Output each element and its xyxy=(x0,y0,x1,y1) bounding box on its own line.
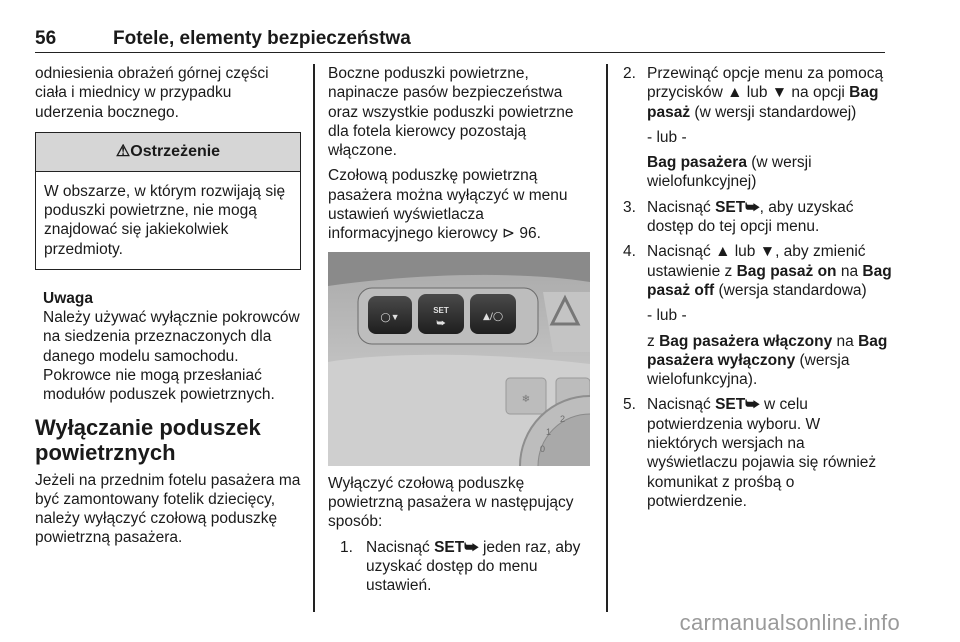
step-text: (w wersji wielofunkcyjnej) xyxy=(647,154,812,191)
list-item xyxy=(623,395,893,511)
or-separator: - lub - xyxy=(647,128,687,146)
list-item xyxy=(340,538,590,596)
list-item xyxy=(623,198,893,237)
step-text: Nacisnąć xyxy=(647,243,711,261)
svg-text:❄: ❄ xyxy=(521,393,531,405)
page-ref[interactable]: 96. xyxy=(519,225,541,243)
step-text: (wersja standardowa) xyxy=(718,281,867,299)
page-ref-icon: ⊳ xyxy=(502,225,516,243)
warning-body: W obszarze, w którym rozwijają się poduszki powietrzne, nie mogą znajdować się jakiekolwiek przedmioty. xyxy=(44,182,286,258)
set-return-icon: ⮩ xyxy=(464,538,479,556)
step-text: , aby zmienić ustawienie z xyxy=(647,243,866,280)
step-text: na xyxy=(836,332,854,350)
svg-text:2: 2 xyxy=(560,413,566,424)
svg-text:▲/◯: ▲/◯ xyxy=(482,311,504,322)
column-divider-2 xyxy=(606,64,608,612)
paragraph-side-airbags: Boczne poduszki powietrzne, napinacze pasów bezpieczeństwa oraz wszystkie poduszki powietrzne dla fotela kierowcy pozostają włączone. xyxy=(328,65,574,160)
page-header xyxy=(35,28,885,53)
dashboard-photo xyxy=(328,252,590,466)
option-label: Bag pasaż on xyxy=(736,262,837,280)
step-number: 5. xyxy=(623,396,636,414)
set-return-icon: ⮩ xyxy=(745,396,760,414)
step-text: lub xyxy=(746,84,768,102)
intro-paragraph: odniesienia obrażeń górnej części ciała i miednicy w przypadku uderzenia bocznego. xyxy=(35,65,269,121)
set-label: SET xyxy=(715,396,746,414)
watermark: carmanualsonline.info xyxy=(679,610,900,635)
steps-list-continued xyxy=(623,64,893,511)
step-text: na xyxy=(840,262,859,280)
svg-text:⮩: ⮩ xyxy=(436,317,446,329)
column-2 xyxy=(328,64,590,595)
step-text: Przewinąć opcje menu za pomocą przycisków xyxy=(647,65,884,102)
section-paragraph: Jeżeli na przednim fotelu pasażera ma być zamontowany fotelik dziecięcy, należy wyłączyć czołową poduszkę powietrzną pasażera. xyxy=(35,471,301,547)
step-number: 3. xyxy=(623,198,636,216)
paragraph-menu xyxy=(328,166,590,243)
step-text: , aby uzyskać dostęp do tej opcji menu. xyxy=(647,198,854,236)
option-label: Bag pasażera włączony xyxy=(659,332,833,350)
column-1 xyxy=(35,64,301,548)
or-separator: - lub - xyxy=(647,307,687,325)
alt-option xyxy=(647,332,893,390)
step-text: (w wersji standardowej) xyxy=(694,103,857,121)
arrow-down-icon: ▼ xyxy=(759,243,776,261)
warning-title: Ostrzeżenie xyxy=(130,142,221,160)
arrow-up-icon: ▲ xyxy=(727,84,743,102)
steps-list-start xyxy=(328,538,590,596)
dashboard-illustration xyxy=(328,252,590,466)
section-heading: Wyłączanie poduszek powietrznych xyxy=(35,414,261,465)
column-3 xyxy=(623,64,893,511)
set-label: SET xyxy=(434,538,465,556)
list-item xyxy=(623,64,893,192)
svg-text:1: 1 xyxy=(546,426,552,437)
alt-option xyxy=(647,153,893,192)
option-label: Bag pasażera wyłączony xyxy=(647,332,888,369)
warning-header xyxy=(36,133,300,172)
arrow-down-icon: ▼ xyxy=(771,84,788,102)
step-number: 1. xyxy=(340,538,353,556)
option-label: Bag pasaż xyxy=(647,84,879,121)
step-text: (wersja wielofunkcyjna). xyxy=(647,351,850,389)
column-divider-1 xyxy=(313,64,315,612)
option-label: Bag pasaż off xyxy=(647,262,892,299)
page-title: Fotele, elementy bezpieczeństwa xyxy=(113,28,411,49)
option-label: Bag pasażera xyxy=(647,154,747,172)
paragraph-steps-intro: Wyłączyć czołową poduszkę powietrzną pasażera w następujący sposób: xyxy=(328,474,574,531)
step-text: lub xyxy=(734,243,756,261)
warning-box xyxy=(35,132,301,270)
svg-text:◯▼: ◯▼ xyxy=(380,311,400,322)
step-text: w celu potwierdzenia wyboru. W niektórych wersjach na wyświetlaczu pojawia się również komunikat z prośbą o potwierdzenie. xyxy=(647,396,877,510)
step-text: Nacisnąć xyxy=(647,396,711,414)
set-return-icon: ⮩ xyxy=(745,198,760,216)
step-text: Nacisnąć xyxy=(647,198,711,216)
set-label: SET xyxy=(715,198,746,216)
arrow-up-icon: ▲ xyxy=(715,243,731,261)
warning-icon: ⚠ xyxy=(115,142,131,160)
step-text: na opcji xyxy=(791,84,845,102)
list-item xyxy=(623,242,893,389)
step-number: 4. xyxy=(623,243,636,261)
set-button-label: SET xyxy=(433,305,449,315)
step-text: Nacisnąć xyxy=(366,538,430,556)
svg-text:0: 0 xyxy=(540,443,546,454)
step-number: 2. xyxy=(623,65,636,82)
note-body: Należy używać wyłącznie pokrowców na siedzenia przeznaczonych dla danego modelu samochodu. Pokrowce nie mogą przesłaniać modułów poduszek powietrznych. xyxy=(43,309,300,404)
step-text: z xyxy=(647,332,655,350)
note-title: Uwaga xyxy=(43,290,93,308)
page-number: 56 xyxy=(35,28,57,49)
paragraph-menu-text: Czołową poduszkę powietrzną pasażera można wyłączyć w menu ustawień wyświetlacza informacyjnego kierowcy xyxy=(328,167,568,243)
step-text: jeden raz, aby uzyskać dostęp do menu ustawień. xyxy=(366,538,581,595)
